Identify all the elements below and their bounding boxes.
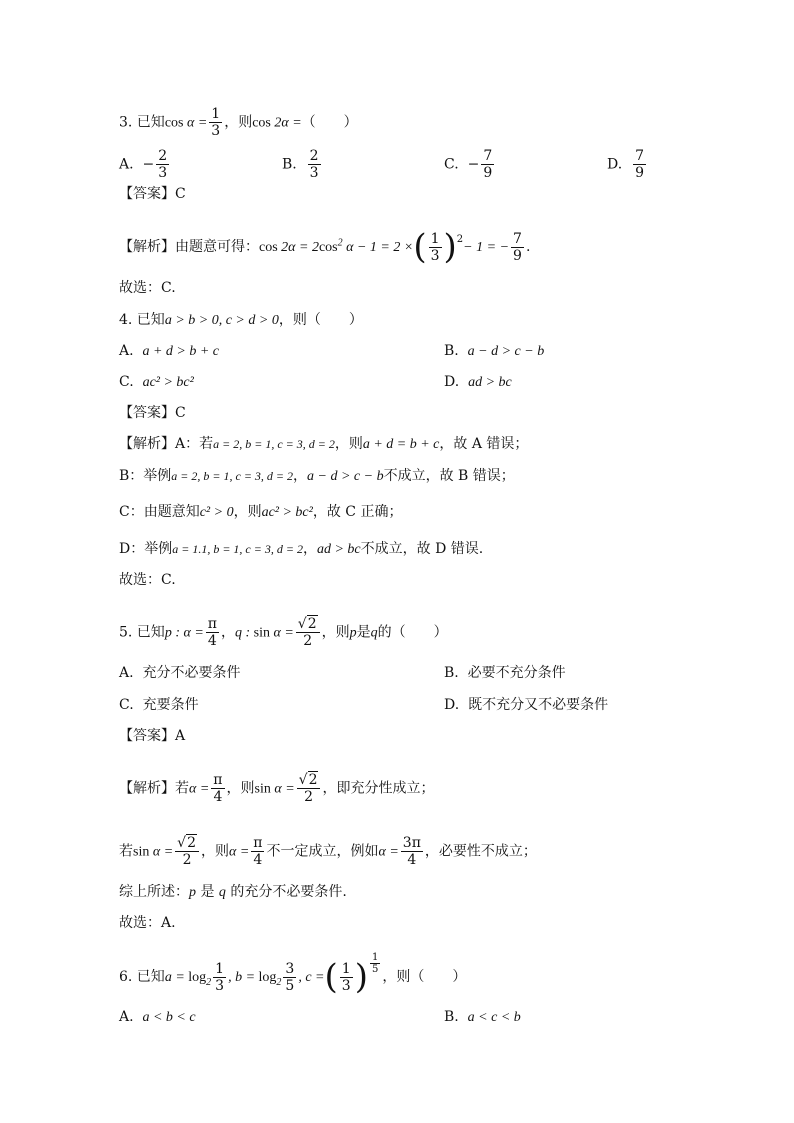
q4-analysis-a: 【解析】A：若a = 2, b = 1, c = 3, d = 2，则a + d = b + c，故 A 错误； xyxy=(119,436,529,452)
q4-option-a: A. a + d > b + c xyxy=(119,343,220,359)
q4-option-d: D. ad > bc xyxy=(444,374,512,390)
q6-option-a: A. a < b < c xyxy=(119,1009,196,1025)
q3-stem: 3. 已知cos α = $\frac{1}{3}$ ，则cos 2α =（ ） xyxy=(119,106,358,139)
fraction: $\frac{1}{3}$ xyxy=(211,106,221,139)
q3-conclusion: 故选：C. xyxy=(119,280,176,296)
math-expr: $\cos 2\alpha = 2\cos^2$ α − 1 = 2 × xyxy=(259,237,414,255)
q6-option-b: B. a < c < b xyxy=(444,1009,521,1025)
q4-option-c: C. ac² > bc² xyxy=(119,374,194,390)
math-expr: cos α = xyxy=(164,115,208,131)
q4-analysis-c: C：由题意知c² > 0，则ac² > bc²，故 C 正确； xyxy=(119,504,403,520)
q5-answer: 【答案】A xyxy=(119,728,186,744)
q3-option-b: B. $\frac{2}{3}$ xyxy=(282,148,319,181)
math-expr: cos 2α = xyxy=(252,115,302,131)
q3-answer: 【答案】C xyxy=(119,186,186,202)
q3-option-d: D. $\frac{7}{9}$ xyxy=(607,148,645,181)
q4-analysis-b: B：举例a = 2, b = 1, c = 3, d = 2，a − d > c − b不成立，故 B 错误； xyxy=(119,468,515,484)
q5-analysis-2: 若sin α = $\frac{√2}{2}$ ，则α = $\frac{\pi}{4}$ 不一定成立，例如α = $\frac{3\pi}{4}$ ，必要性不成立； xyxy=(119,835,537,868)
q6-stem: 6. 已知$a = \log_2$ $\frac{1}{3}$ , $b = \log_2$ $\frac{3}{5}$ , c = ( $\frac{1}{3}$ ) $\frac{1}{5}$ ，则（ ） xyxy=(119,952,467,997)
q5-option-a: A. 充分不必要条件 xyxy=(119,665,241,681)
q5-option-c: C. 充要条件 xyxy=(119,697,199,713)
q5-stem: 5. 已知p : α = $\frac{\pi}{4}$ ，q : sin α = $\frac{√2}{2}$ ，则p是q的（ ） xyxy=(119,616,448,649)
q5-conclusion: 故选：A. xyxy=(119,915,176,931)
q5-option-b: B. 必要不充分条件 xyxy=(444,665,566,681)
q3-option-c: C. − $\frac{7}{9}$ xyxy=(444,148,493,181)
q4-answer: 【答案】C xyxy=(119,405,186,421)
q5-summary: 综上所述：p 是 q 的充分不必要条件. xyxy=(119,884,347,900)
q5-option-d: D. 既不充分又不必要条件 xyxy=(444,697,609,713)
q4-conclusion: 故选：C. xyxy=(119,572,176,588)
q4-option-b: B. a − d > c − b xyxy=(444,343,545,359)
paren-fraction: ( $\frac{1}{3}$ ) $^2$ xyxy=(413,227,464,267)
q4-analysis-d: D：举例a = 1.1, b = 1, c = 3, d = 2，ad > bc不成立，故 D 错误. xyxy=(119,541,484,557)
q4-stem: 4. 已知a > b > 0, c > d > 0，则（ ） xyxy=(119,312,363,328)
q3-analysis: 【解析】由题意可得：$\cos 2\alpha = 2\cos^2$ α − 1 = 2 × ( $\frac{1}{3}$ ) $^2$ − 1 = − $\frac{7}{9}$ . xyxy=(119,227,531,267)
q3-option-a: A. − $\frac{2}{3}$ xyxy=(119,148,168,181)
q5-analysis-1: 【解析】若α = $\frac{\pi}{4}$ ，则sin α = $\frac{√2}{2}$ ，即充分性成立； xyxy=(119,772,435,805)
